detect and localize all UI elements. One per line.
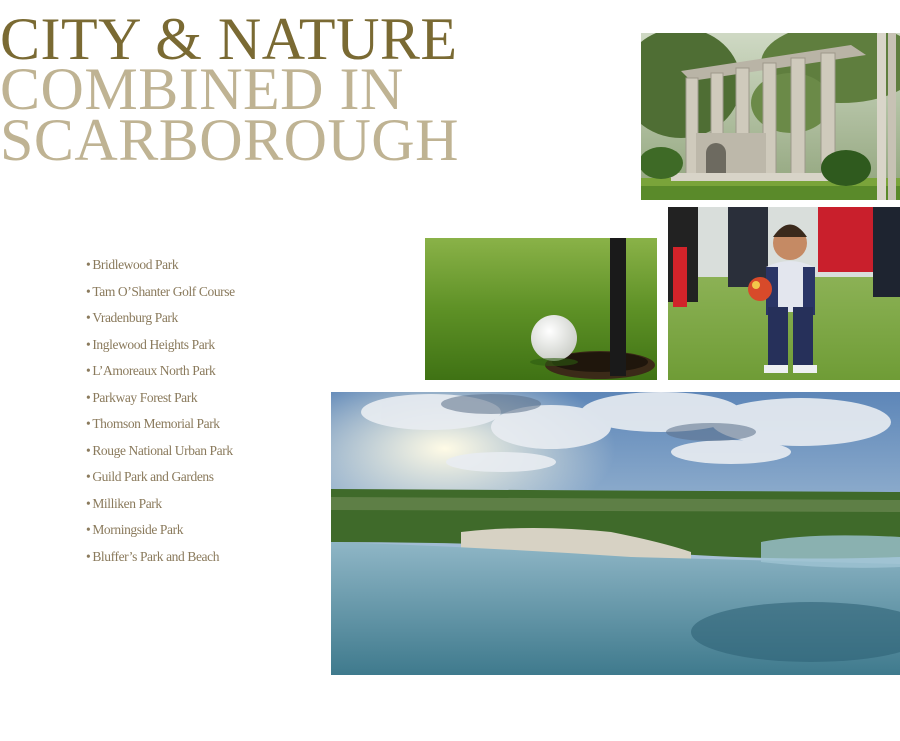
scarborough-bluffs-aerial-photo [331, 392, 900, 675]
guild-park-ruins-photo [641, 33, 900, 200]
child-with-ball-on-grass-photo [668, 207, 900, 380]
title-line-1: CITY & NATURE [0, 6, 458, 72]
list-item: • Bridlewood Park [86, 252, 235, 279]
title-line-2: COMBINED IN [0, 56, 404, 122]
list-item: • Bluffer’s Park and Beach [86, 544, 235, 571]
list-item: • Inglewood Heights Park [86, 332, 235, 359]
list-item: • Thomson Memorial Park [86, 411, 235, 438]
page-title [0, 6, 459, 173]
list-item: • Parkway Forest Park [86, 385, 235, 412]
list-item: • Milliken Park [86, 491, 235, 518]
list-item: • Guild Park and Gardens [86, 464, 235, 491]
parks-list [86, 252, 235, 570]
list-item: • L’Amoreaux North Park [86, 358, 235, 385]
title-line-3: SCARBOROUGH [0, 107, 459, 173]
list-item: • Morningside Park [86, 517, 235, 544]
list-item: • Tam O’Shanter Golf Course [86, 279, 235, 306]
list-item: • Rouge National Urban Park [86, 438, 235, 465]
list-item: • Vradenburg Park [86, 305, 235, 332]
golf-ball-by-hole-photo [425, 238, 657, 380]
